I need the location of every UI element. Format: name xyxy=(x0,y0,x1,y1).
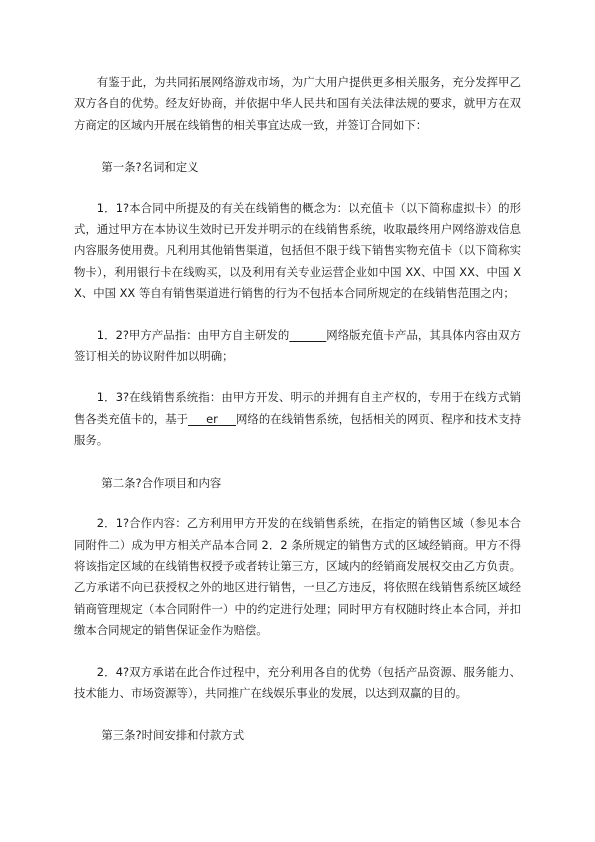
clause-1-2-text-after: 网络版充值卡产品，其具体内容由双方签订相关的协议附件加以明确； xyxy=(74,327,521,364)
clause-2-1: 2．1?合作内容：乙方利用甲方开发的在线销售系统，在指定的销售区域（参见本合同附件二）成为甲方相关产品本合同 2．2 条所规定的销售方式的区域经销商。甲方不得将该指定区域的在线销售权授予或者转让第三方，区域内的经销商发展权交由乙方负责。乙方承诺不向已获授权之外的地区进行销售，一旦乙方违反，将依照在线销售系统区域经销商管理规定（本合同附件一）中的约定进行处理；同时甲方有权随时终止本合同，并扣缴本合同规定的销售保证金作为赔偿。 xyxy=(74,516,521,638)
network-blank-2 xyxy=(218,412,236,426)
article-3-heading: 第三条?时间安排和付款方式 xyxy=(101,728,245,743)
intro-paragraph: 有鉴于此，为共同拓展网络游戏市场，为广大用户提供更多相关服务，充分发挥甲乙双方各自的优势。经友好协商，并依据中华人民共和国有关法律法规的要求，就甲方在双方商定的区域内开展在线销售的相关事宜达成一致，并签订合同如下： xyxy=(74,75,521,132)
clause-1-3-text-before: 1．3?在线销售系统指：由甲方开发、明示的并拥有自主产权的，专用于在线方式销售各类充值卡的，基于 xyxy=(74,390,521,426)
clause-1-1: 1．1?本合同中所提及的有关在线销售的概念为：以充值卡（以下简称虚拟卡）的形式，通过甲方在本协议生效时已开发并明示的在线销售系统，收取最终用户网络游戏信息内容服务使用费。凡利用其他销售渠道，包括但不限于线下销售实物充值卡（以下简称实物卡），利用银行卡在线购买，以及利用有关专业运营企业如中国 XX、中国 XX、中国 XX、中国 XX 等自有销售渠道进行销售的行为不包括本合同所规定的在线销售范围之内； xyxy=(74,200,521,301)
network-blank-1 xyxy=(188,412,206,426)
product-name-blank xyxy=(289,328,326,342)
network-blank-mid: er xyxy=(206,411,218,426)
article-1-heading: 第一条?名词和定义 xyxy=(101,160,199,175)
clause-1-3 xyxy=(74,387,521,451)
clause-2-4: 2．4?双方承诺在此合作过程中，充分利用各自的优势（包括产品资源、服务能力、技术能力、市场资源等），共同推广在线娱乐事业的发展，以达到双赢的目的。 xyxy=(74,664,521,700)
clause-1-2-text-before: 1．2?甲方产品指：由甲方自主研发的 xyxy=(96,327,290,342)
clause-1-3-text-after: 网络的在线销售系统，包括相关的网页、程序和技术支持服务。 xyxy=(74,411,521,448)
clause-1-2 xyxy=(74,325,521,368)
article-2-heading: 第二条?合作项目和内容 xyxy=(101,475,222,490)
